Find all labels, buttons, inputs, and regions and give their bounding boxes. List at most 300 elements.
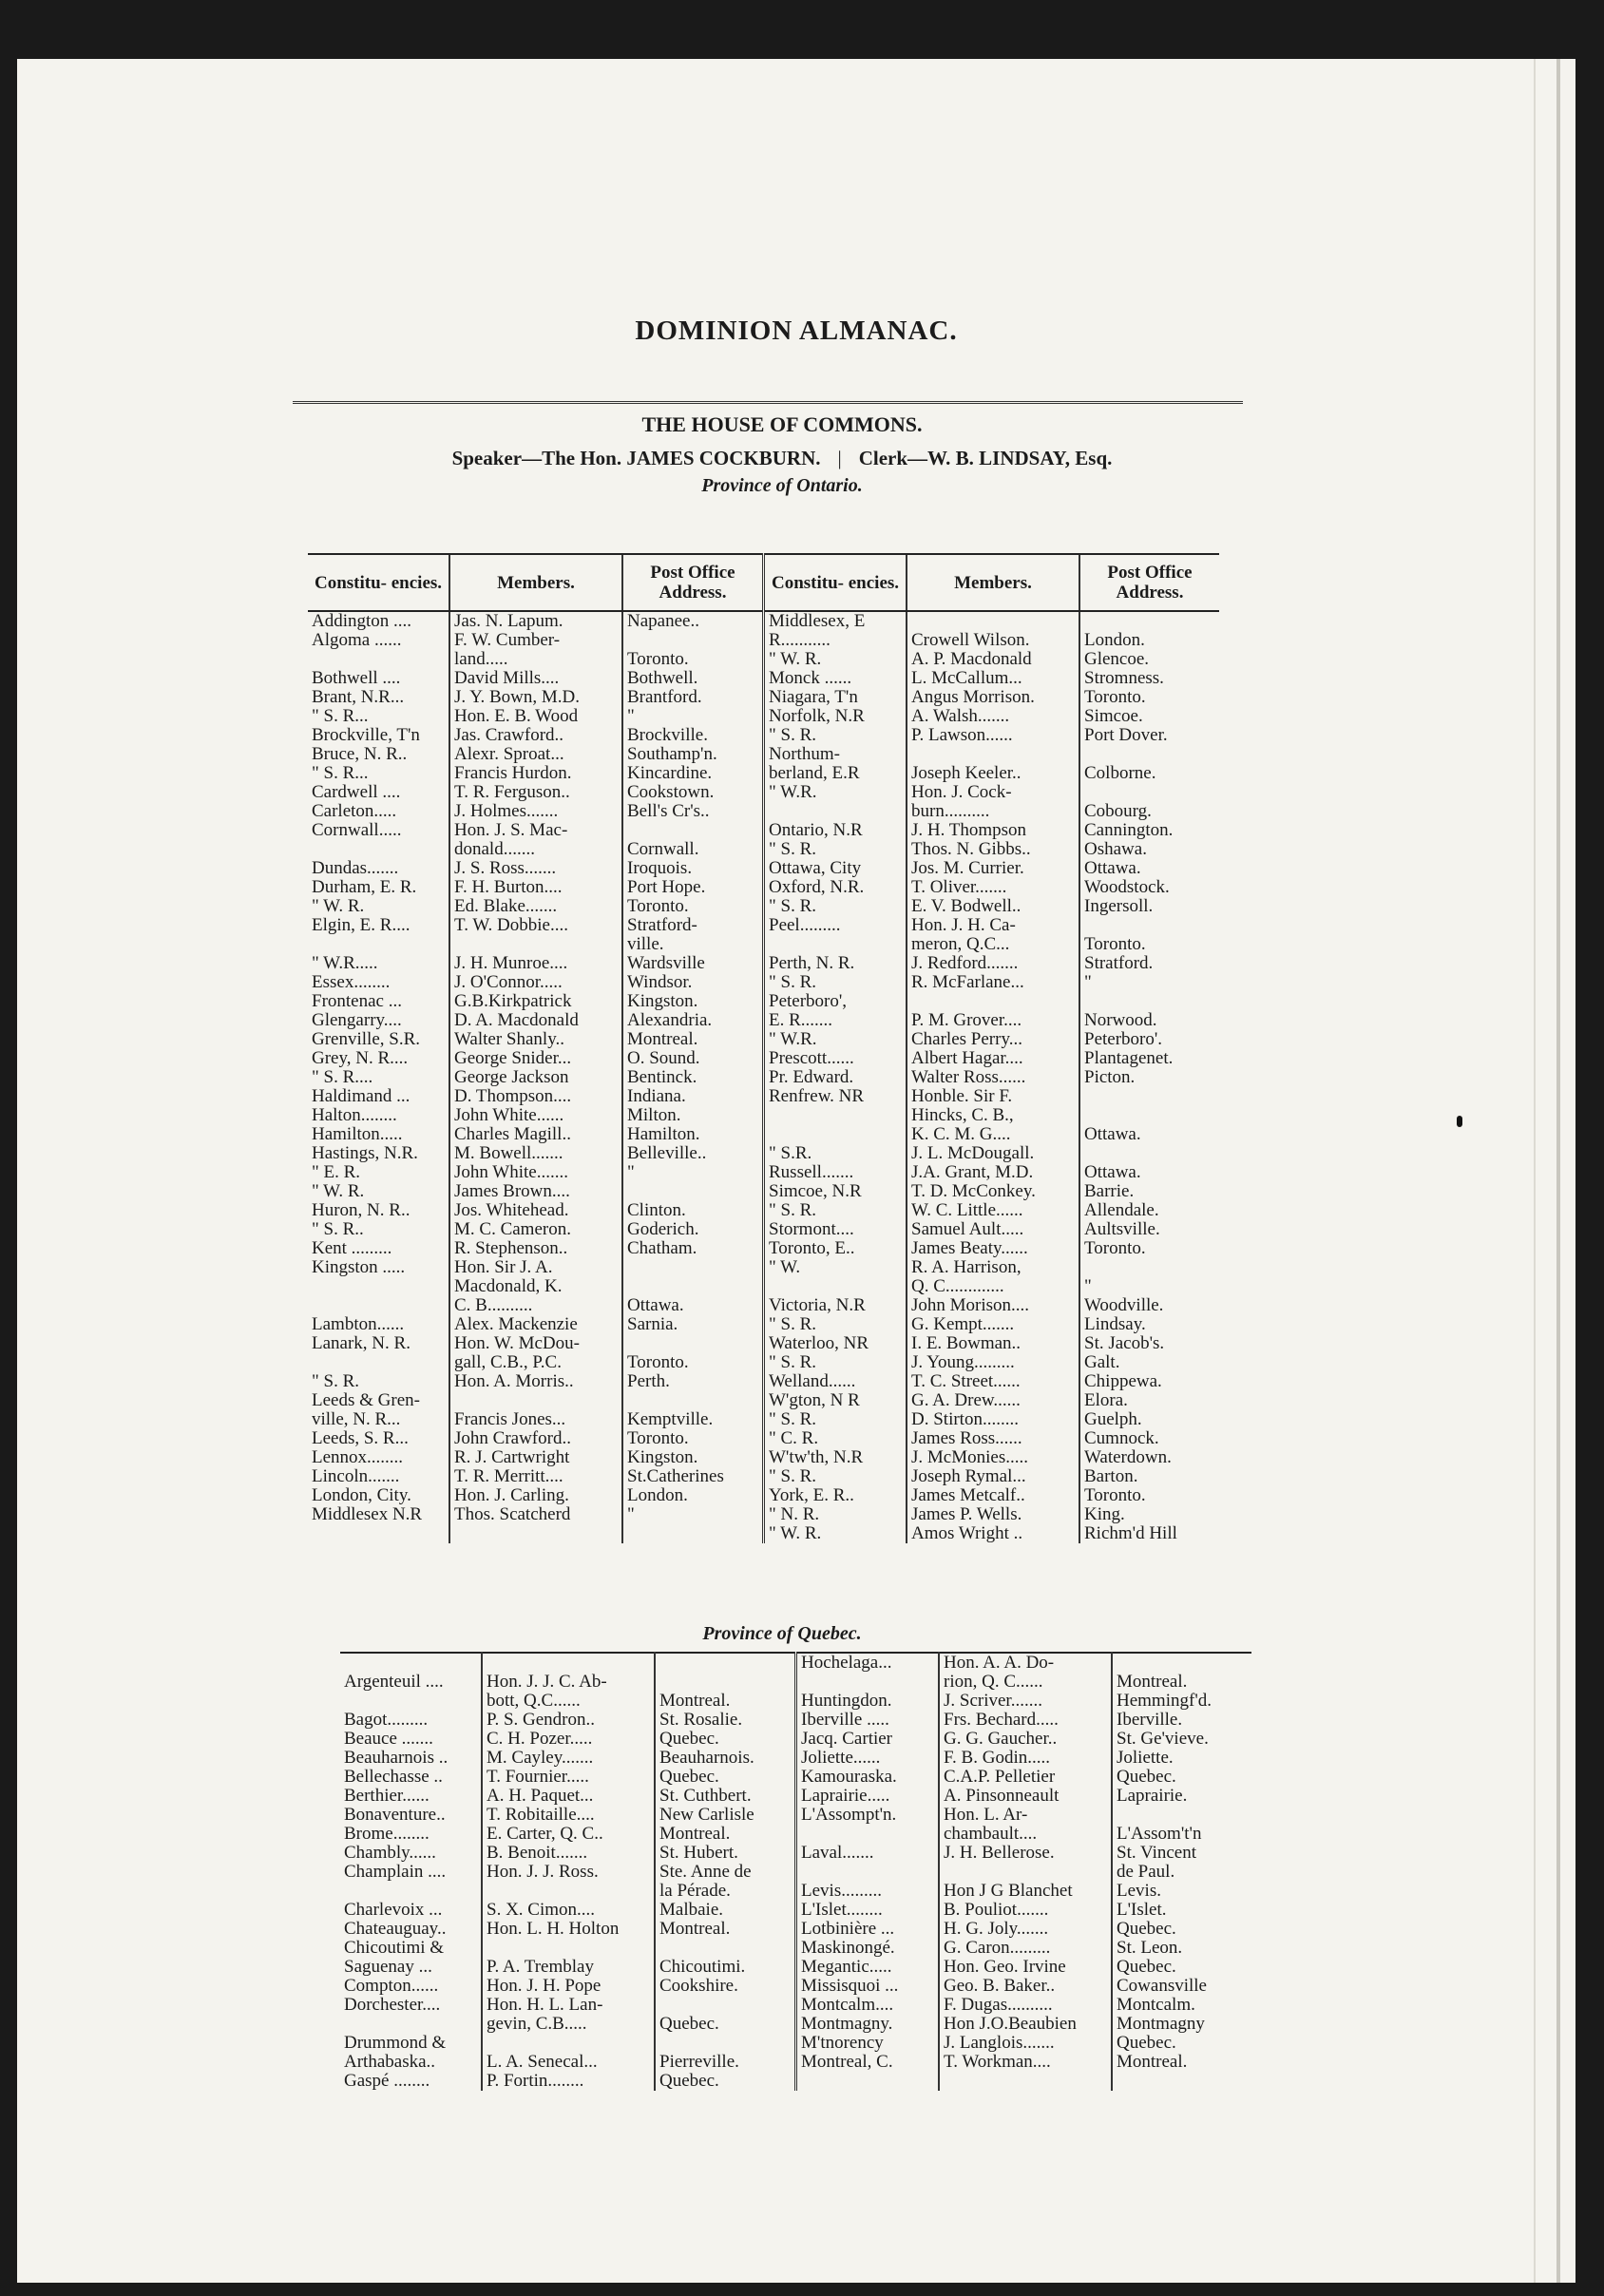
constituency-cell: Bagot.........	[344, 1711, 429, 1730]
post-office-cell: Quebec.	[1112, 2034, 1251, 2053]
officers-line	[293, 447, 1271, 470]
member-cell: Q. C.............	[907, 1277, 1079, 1296]
post-office-cell: Perth.	[622, 1372, 764, 1391]
constituency-cell: ville, N. R...	[312, 1410, 401, 1429]
member-cell: T. R. Ferguson..	[449, 783, 622, 802]
table-row	[340, 2034, 1251, 2053]
constituency-cell: Glengarry....	[312, 1011, 402, 1030]
post-office-cell: la Pérade.	[655, 1882, 796, 1901]
member-cell	[907, 992, 1079, 1011]
table-row	[308, 802, 1219, 821]
constituency-cell: " N. R.	[764, 1505, 907, 1524]
post-office-cell: Hamilton.	[622, 1125, 764, 1144]
post-office-cell: Indiana.	[622, 1087, 764, 1106]
member-cell: Thos. Scatcherd	[449, 1505, 622, 1524]
constituency-cell: " S.R.	[764, 1144, 907, 1163]
table-row	[308, 1049, 1219, 1068]
post-office-cell: Belleville..	[622, 1144, 764, 1163]
post-office-cell: London.	[1079, 631, 1219, 650]
table-row	[340, 1977, 1251, 1996]
officers-separator: |	[837, 447, 842, 469]
post-office-cell	[622, 631, 764, 650]
member-cell: bott, Q.C......	[482, 1692, 655, 1711]
constituency-cell: Megantic.....	[796, 1958, 940, 1977]
header-members: Members.	[449, 554, 622, 611]
constituency-cell: Elgin, E. R....	[312, 916, 411, 935]
constituency-cell: " S. R.	[764, 1201, 907, 1220]
post-office-cell: Richm'd Hill	[1079, 1524, 1219, 1543]
table-row	[340, 1711, 1251, 1730]
table-row	[308, 954, 1219, 973]
member-cell: L. A. Senecal...	[482, 2053, 655, 2072]
member-cell: George Snider...	[449, 1049, 622, 1068]
member-cell: T. Robitaille....	[482, 1806, 655, 1825]
member-cell	[482, 1939, 655, 1958]
post-office-cell: "	[1079, 1277, 1219, 1296]
constituency-cell: Chambly......	[344, 1844, 436, 1863]
member-cell: A. Walsh.......	[907, 707, 1079, 726]
post-office-cell: Toronto.	[622, 897, 764, 916]
table-row	[308, 726, 1219, 745]
member-cell: P. Lawson......	[907, 726, 1079, 745]
constituency-cell: Carleton.....	[312, 802, 397, 821]
constituency-cell: " S. R.	[764, 1353, 907, 1372]
member-cell: G. G. Gaucher..	[939, 1730, 1112, 1749]
constituency-cell: Chicoutimi &	[344, 1939, 445, 1958]
constituency-cell: " E. R.	[312, 1163, 361, 1182]
member-cell: J. H. Munroe....	[449, 954, 622, 973]
member-cell: John White......	[449, 1106, 622, 1125]
table-row	[340, 1730, 1251, 1749]
member-cell: E. V. Bodwell..	[907, 897, 1079, 916]
table-row	[308, 973, 1219, 992]
table-row	[340, 1749, 1251, 1768]
constituency-cell: Bothwell ....	[312, 669, 401, 688]
post-office-cell	[1079, 611, 1219, 631]
page-edge	[1556, 59, 1560, 2283]
member-cell: Hon. W. McDou-	[449, 1334, 622, 1353]
post-office-cell: Bentinck.	[622, 1068, 764, 1087]
table-row	[340, 1673, 1251, 1692]
post-office-cell: L'Assom't'n	[1112, 1825, 1251, 1844]
member-cell: A. Pinsonneault	[939, 1787, 1112, 1806]
member-cell: D. Thompson....	[449, 1087, 622, 1106]
constituency-cell: Lotbinière ...	[796, 1920, 940, 1939]
header-members: Members.	[907, 554, 1079, 611]
post-office-cell: Iberville.	[1112, 1711, 1251, 1730]
table-row	[308, 1277, 1219, 1296]
constituency-cell: Charlevoix ...	[344, 1901, 443, 1920]
constituency-cell: Huntingdon.	[796, 1692, 940, 1711]
post-office-cell: ville.	[622, 935, 764, 954]
constituency-cell: Brant, N.R...	[312, 688, 405, 707]
member-cell: G. Caron.........	[939, 1939, 1112, 1958]
member-cell: B. Pouliot.......	[939, 1901, 1112, 1920]
post-office-cell: Bothwell.	[622, 669, 764, 688]
member-cell: P. Fortin........	[482, 2072, 655, 2091]
member-cell: Alex. Mackenzie	[449, 1315, 622, 1334]
constituency-cell: " S. R.	[764, 1467, 907, 1486]
ink-mark	[1457, 1116, 1462, 1127]
member-cell: Jas. Crawford..	[449, 726, 622, 745]
table-row	[340, 1825, 1251, 1844]
constituency-cell	[764, 802, 907, 821]
table-row	[308, 1087, 1219, 1106]
post-office-cell	[655, 1939, 796, 1958]
member-cell: Hon. J. H. Pope	[482, 1977, 655, 1996]
member-cell: F. Dugas..........	[939, 1996, 1112, 2015]
member-cell: J. Langlois.......	[939, 2034, 1112, 2053]
constituency-cell: " W. R.	[764, 1524, 907, 1543]
member-cell	[449, 1391, 622, 1410]
post-office-cell	[1079, 1087, 1219, 1106]
constituency-cell: Compton......	[344, 1977, 439, 1996]
constituency-cell: London, City.	[312, 1486, 411, 1505]
post-office-cell: "	[622, 707, 764, 726]
constituency-cell	[796, 2072, 940, 2091]
post-office-cell: Southamp'n.	[622, 745, 764, 764]
constituency-cell: Bonaventure..	[344, 1806, 446, 1825]
post-office-cell: "	[1079, 973, 1219, 992]
constituency-cell: Jacq. Cartier	[796, 1730, 940, 1749]
constituency-cell: " S. R.	[764, 973, 907, 992]
member-cell: T. W. Dobbie....	[449, 916, 622, 935]
constituency-cell: " S. R....	[312, 1068, 373, 1087]
member-cell: R. A. Harrison,	[907, 1258, 1079, 1277]
member-cell: gall, C.B., P.C.	[449, 1353, 622, 1372]
constituency-cell	[308, 650, 449, 669]
constituency-cell: Arthabaska..	[344, 2053, 436, 2072]
post-office-cell: Napanee..	[622, 611, 764, 631]
post-office-cell: St. Rosalie.	[655, 1711, 796, 1730]
member-cell: M. Cayley.......	[482, 1749, 655, 1768]
constituency-cell: Leeds & Gren-	[312, 1391, 420, 1410]
post-office-cell: Montreal.	[1112, 2053, 1251, 2072]
constituency-cell: " W. R.	[764, 650, 907, 669]
post-office-cell: Lindsay.	[1079, 1315, 1219, 1334]
member-cell: Geo. B. Baker..	[939, 1977, 1112, 1996]
table-row	[340, 2072, 1251, 2091]
constituency-cell: Simcoe, N.R	[764, 1182, 907, 1201]
constituency-cell: " S. R.	[312, 1372, 359, 1391]
table-row	[308, 1068, 1219, 1087]
member-cell: F. B. Godin.....	[939, 1749, 1112, 1768]
running-head: DOMINION ALMANAC.	[635, 316, 958, 346]
member-cell: Walter Ross......	[907, 1068, 1079, 1087]
member-cell: I. E. Bowman..	[907, 1334, 1079, 1353]
member-cell: J. L. McDougall.	[907, 1144, 1079, 1163]
post-office-cell: Montreal.	[1112, 1673, 1251, 1692]
member-cell: Joseph Rymal...	[907, 1467, 1079, 1486]
constituency-cell: Northum-	[764, 745, 907, 764]
constituency-cell: Missisquoi ...	[796, 1977, 940, 1996]
post-office-cell: Ottawa.	[1079, 859, 1219, 878]
member-cell: meron, Q.C...	[907, 935, 1079, 954]
constituency-cell: M'tnorency	[796, 2034, 940, 2053]
post-office-cell: Chicoutimi.	[655, 1958, 796, 1977]
member-cell	[449, 1524, 622, 1543]
member-cell: J.A. Grant, M.D.	[907, 1163, 1079, 1182]
constituency-cell: Perth, N. R.	[764, 954, 907, 973]
post-office-cell: Chippewa.	[1079, 1372, 1219, 1391]
section-title: THE HOUSE OF COMMONS.	[641, 412, 923, 436]
constituency-cell: Oxford, N.R.	[764, 878, 907, 897]
member-cell: R. J. Cartwright	[449, 1448, 622, 1467]
table-row	[308, 1486, 1219, 1505]
constituency-cell: Peterboro',	[764, 992, 907, 1011]
post-office-cell: Stratford-	[622, 916, 764, 935]
post-office-cell: Barton.	[1079, 1467, 1219, 1486]
constituency-cell: Pr. Edward.	[764, 1068, 907, 1087]
table-row	[308, 878, 1219, 897]
table-row	[308, 1505, 1219, 1524]
member-cell: Jas. N. Lapum.	[449, 611, 622, 631]
member-cell: land.....	[449, 650, 622, 669]
member-cell: Alexr. Sproat...	[449, 745, 622, 764]
member-cell: Macdonald, K.	[449, 1277, 622, 1296]
member-cell: P. A. Tremblay	[482, 1958, 655, 1977]
constituency-cell: Toronto, E..	[764, 1239, 907, 1258]
table-row	[340, 1920, 1251, 1939]
table-row	[340, 1692, 1251, 1711]
constituency-cell: Beauharnois ..	[344, 1749, 449, 1768]
post-office-cell: Montreal.	[655, 1692, 796, 1711]
member-cell: James Metcalf..	[907, 1486, 1079, 1505]
member-cell: Francis Jones...	[449, 1410, 622, 1429]
post-office-cell	[655, 1653, 796, 1673]
constituency-cell: Haldimand ...	[312, 1087, 411, 1106]
post-office-cell: Toronto.	[1079, 1486, 1219, 1505]
member-cell: Hon. A. Morris..	[449, 1372, 622, 1391]
page-fold	[1534, 59, 1536, 2283]
constituency-cell: Montcalm....	[796, 1996, 940, 2015]
table-row	[308, 1258, 1219, 1277]
constituency-cell: Middlesex N.R	[312, 1505, 423, 1524]
member-cell: D. A. Macdonald	[449, 1011, 622, 1030]
table-row	[308, 764, 1219, 783]
constituency-cell: Middlesex, E	[764, 611, 907, 631]
post-office-cell: New Carlisle	[655, 1806, 796, 1825]
post-office-cell	[622, 821, 764, 840]
post-office-cell: Kemptville.	[622, 1410, 764, 1429]
member-cell: John White.......	[449, 1163, 622, 1182]
constituency-cell: Leeds, S. R...	[312, 1429, 409, 1448]
constituency-cell: Maskinongé.	[796, 1939, 940, 1958]
member-cell: gevin, C.B.....	[482, 2015, 655, 2034]
ontario-members-table	[308, 553, 1219, 1543]
post-office-cell: Levis.	[1112, 1882, 1251, 1901]
post-office-cell: L'Islet.	[1112, 1901, 1251, 1920]
constituency-cell: Laval.......	[796, 1844, 940, 1863]
constituency-cell: Algoma ......	[312, 631, 402, 650]
constituency-cell: Lincoln.......	[312, 1467, 400, 1486]
post-office-cell: Stromness.	[1079, 669, 1219, 688]
post-office-cell: Ottawa.	[1079, 1163, 1219, 1182]
table-row	[308, 688, 1219, 707]
table-row	[340, 1787, 1251, 1806]
post-office-cell: Joliette.	[1112, 1749, 1251, 1768]
table-row	[308, 1391, 1219, 1410]
post-office-cell: Sarnia.	[622, 1315, 764, 1334]
member-cell: Hon. Sir J. A.	[449, 1258, 622, 1277]
constituency-cell: Grey, N. R....	[312, 1049, 409, 1068]
member-cell	[482, 2034, 655, 2053]
page	[17, 59, 1575, 2283]
constituency-cell: Hamilton.....	[312, 1125, 403, 1144]
member-cell: rion, Q. C......	[939, 1673, 1112, 1692]
post-office-cell: Ottawa.	[622, 1296, 764, 1315]
constituency-cell: Montmagny.	[796, 2015, 940, 2034]
member-cell: donald.......	[449, 840, 622, 859]
table-row	[308, 1220, 1219, 1239]
post-office-cell: Brantford.	[622, 688, 764, 707]
member-cell: T. Oliver.......	[907, 878, 1079, 897]
table-row	[308, 1353, 1219, 1372]
constituency-cell: Frontenac ...	[312, 992, 402, 1011]
member-cell: Hon. J. J. C. Ab-	[482, 1673, 655, 1692]
post-office-cell	[1112, 2072, 1251, 2091]
member-cell	[907, 611, 1079, 631]
member-cell: A. P. Macdonald	[907, 650, 1079, 669]
post-office-cell: Ste. Anne de	[655, 1863, 796, 1882]
table-row	[340, 1844, 1251, 1863]
constituency-cell: " C. R.	[764, 1429, 907, 1448]
constituency-cell: Cornwall.....	[312, 821, 402, 840]
constituency-cell: Champlain ....	[344, 1863, 447, 1882]
constituency-cell: Kent .........	[312, 1239, 392, 1258]
post-office-cell: Picton.	[1079, 1068, 1219, 1087]
post-office-cell: Bell's Cr's..	[622, 802, 764, 821]
table-row	[308, 992, 1219, 1011]
member-cell: J. Redford.......	[907, 954, 1079, 973]
member-cell: Hon. L. H. Holton	[482, 1920, 655, 1939]
table-row	[340, 1901, 1251, 1920]
post-office-cell: King.	[1079, 1505, 1219, 1524]
member-cell: F. H. Burton....	[449, 878, 622, 897]
ontario-rows	[308, 611, 1219, 1543]
post-office-cell: Montreal.	[655, 1920, 796, 1939]
constituency-cell: L'Assompt'n.	[796, 1806, 940, 1825]
post-office-cell	[655, 2034, 796, 2053]
post-office-cell: Malbaie.	[655, 1901, 796, 1920]
post-office-cell: Hemmingf'd.	[1112, 1692, 1251, 1711]
member-cell: Hon. A. A. Do-	[939, 1653, 1112, 1673]
constituency-cell: Grenville, S.R.	[312, 1030, 420, 1049]
post-office-cell: Windsor.	[622, 973, 764, 992]
constituency-cell: Huron, N. R..	[312, 1201, 411, 1220]
header-post-office: Post Office Address.	[1079, 554, 1219, 611]
header-constituencies: Constitu- encies.	[764, 554, 907, 611]
constituency-cell: Chateauguay..	[344, 1920, 447, 1939]
constituency-cell: R...........	[764, 631, 907, 650]
post-office-cell: Wardsville	[622, 954, 764, 973]
member-cell: burn..........	[907, 802, 1079, 821]
post-office-cell	[1112, 1806, 1251, 1825]
constituency-cell: Hastings, N.R.	[312, 1144, 418, 1163]
post-office-cell: Quebec.	[655, 2072, 796, 2091]
member-cell: W. C. Little......	[907, 1201, 1079, 1220]
ontario-heading: Province of Ontario.	[701, 475, 863, 496]
member-cell: J. Y. Bown, M.D.	[449, 688, 622, 707]
post-office-cell: Oshawa.	[1079, 840, 1219, 859]
member-cell: Ed. Blake.......	[449, 897, 622, 916]
post-office-cell: Beauharnois.	[655, 1749, 796, 1768]
constituency-cell: Dundas.......	[312, 859, 399, 878]
post-office-cell: Iroquois.	[622, 859, 764, 878]
table-row	[308, 669, 1219, 688]
constituency-cell	[308, 840, 449, 859]
member-cell: E. Carter, Q. C..	[482, 1825, 655, 1844]
table-row	[308, 1429, 1219, 1448]
post-office-cell: O. Sound.	[622, 1049, 764, 1068]
member-cell: Hon. L. Ar-	[939, 1806, 1112, 1825]
constituency-cell	[764, 1106, 907, 1125]
table-row	[308, 1524, 1219, 1543]
constituency-cell: Lennox........	[312, 1448, 404, 1467]
table-row	[308, 631, 1219, 650]
post-office-cell: Aultsville.	[1079, 1220, 1219, 1239]
post-office-cell: Simcoe.	[1079, 707, 1219, 726]
constituency-cell: Argenteuil ....	[344, 1673, 444, 1692]
table-row	[308, 1296, 1219, 1315]
constituency-cell: Waterloo, NR	[764, 1334, 907, 1353]
table-row	[340, 1939, 1251, 1958]
post-office-cell: St.Catherines	[622, 1467, 764, 1486]
post-office-cell: Pierreville.	[655, 2053, 796, 2072]
post-office-cell: Allendale.	[1079, 1201, 1219, 1220]
member-cell: Hon. J. H. Ca-	[907, 916, 1079, 935]
post-office-cell: Ingersoll.	[1079, 897, 1219, 916]
member-cell: H. G. Joly.......	[939, 1920, 1112, 1939]
member-cell: R. McFarlane...	[907, 973, 1079, 992]
member-cell: T. D. McConkey.	[907, 1182, 1079, 1201]
member-cell: James Ross......	[907, 1429, 1079, 1448]
member-cell: Amos Wright ..	[907, 1524, 1079, 1543]
post-office-cell: Waterdown.	[1079, 1448, 1219, 1467]
post-office-cell: Colborne.	[1079, 764, 1219, 783]
table-row	[308, 1030, 1219, 1049]
post-office-cell	[622, 1182, 764, 1201]
post-office-cell: Barrie.	[1079, 1182, 1219, 1201]
quebec-rows	[340, 1653, 1251, 2091]
post-office-cell: London.	[622, 1486, 764, 1505]
member-cell: G. A. Drew......	[907, 1391, 1079, 1410]
constituency-cell	[796, 1825, 940, 1844]
post-office-cell	[622, 1334, 764, 1353]
post-office-cell: Quebec.	[655, 2015, 796, 2034]
member-cell: D. Stirton........	[907, 1410, 1079, 1429]
table-row	[308, 1125, 1219, 1144]
table-row	[340, 2053, 1251, 2072]
member-cell: Francis Hurdon.	[449, 764, 622, 783]
constituency-cell: Victoria, N.R	[764, 1296, 907, 1315]
post-office-cell: Quebec.	[655, 1768, 796, 1787]
table-row	[308, 1410, 1219, 1429]
post-office-cell: Cornwall.	[622, 840, 764, 859]
constituency-cell	[796, 1863, 940, 1882]
table-row	[340, 2015, 1251, 2034]
header-rule	[293, 401, 1243, 410]
member-cell: Charles Magill..	[449, 1125, 622, 1144]
table-row	[308, 707, 1219, 726]
table-row	[308, 1372, 1219, 1391]
post-office-cell: Cobourg.	[1079, 802, 1219, 821]
post-office-cell: Milton.	[622, 1106, 764, 1125]
member-cell: Hon J G Blanchet	[939, 1882, 1112, 1901]
constituency-cell: " W.R.	[764, 783, 907, 802]
constituency-cell	[764, 935, 907, 954]
post-office-cell: Kincardine.	[622, 764, 764, 783]
